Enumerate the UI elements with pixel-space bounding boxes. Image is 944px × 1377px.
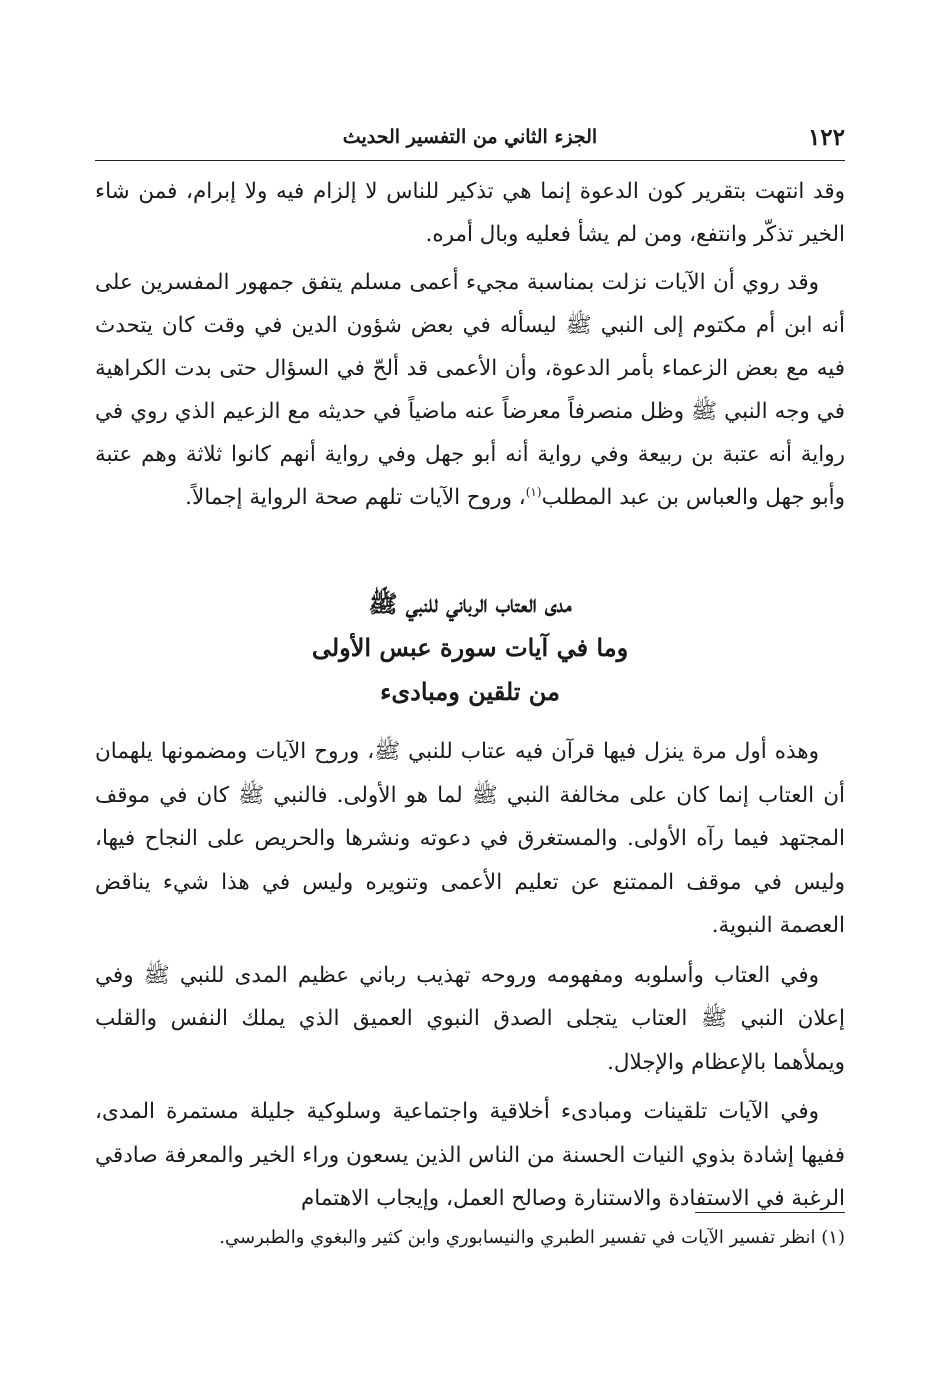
section-heading <box>95 582 845 714</box>
section-heading-line-3: من تلقين ومبادىء <box>380 677 560 706</box>
footnote-reference[interactable]: (١) <box>525 484 542 499</box>
section-heading-line-2: وما في آيات سورة عبس الأولى <box>311 633 629 662</box>
footnote <box>95 1222 845 1254</box>
page-number: ١٢٢ <box>807 124 845 151</box>
running-title: الجزء الثاني من التفسير الحديث <box>342 126 598 148</box>
running-header <box>95 116 845 161</box>
body-text-bottom <box>95 730 845 1227</box>
footnote-divider <box>695 1212 845 1213</box>
footnote-number: (١) <box>821 1227 845 1248</box>
footnote-text: انظر تفسير الآيات في تفسير الطبري والنيسابوري وابن كثير والبغوي والطبرسي. <box>219 1227 816 1248</box>
section-heading-line-1: مدى العتاب الرباني للنبي ﷺ <box>368 589 572 618</box>
paragraph-1: وقد انتهت بتقرير كون الدعوة إنما هي تذكير للناس لا إلزام فيه ولا إبرام، فمن شاء الخير تذكّر وانتفع، ومن لم يشأ فعليه وبال أمره. <box>95 179 845 247</box>
paragraph-2 <box>95 261 845 519</box>
paragraph-3: وهذه أول مرة ينزل فيها قرآن فيه عتاب للنبي ﷺ، وروح الآيات ومضمونها يلهمان أن العتاب إنما كان على مخالفة النبي ﷺ لما هو الأولى. فالنبي ﷺ كان في موقف المجتهد فيما رآه الأولى. والمستغرق في دعوته ونشرها والحريص على النجاح فيها، وليس في موقف الممتنع عن تعليم الأعمى وتنويره وليس في هذا شيء يناقض العصمة النبوية. <box>95 739 845 938</box>
paragraph-2-text: وقد روي أن الآيات نزلت بمناسبة مجيء أعمى مسلم يتفق جمهور المفسرين على أنه ابن أم مكتوم إلى النبي ﷺ ليسأله في بعض شؤون الدين في وقت كان يتحدث فيه مع بعض الزعماء بأمر الدعوة، وأن الأعمى قد ألحّ في السؤال حتى بدت الكراهية في وجه النبي ﷺ وظل منصرفاً معرضاً عنه ماضياً في حديثه مع الزعيم الذي روي في رواية أنه عتبة بن ربيعة وفي رواية أنه أبو جهل وفي رواية أنهم كانوا ثلاثة وهم عتبة وأبو جهل والعباس بن عبد المطلب <box>95 270 845 510</box>
paragraph-4: وفي العتاب وأسلوبه ومفهومه وروحه تهذيب رباني عظيم المدى للنبي ﷺ وفي إعلان النبي ﷺ العتاب يتجلى الصدق النبوي العميق الذي يملك النفس والقلب ويملأهما بالإعظام والإجلال. <box>95 962 845 1075</box>
paragraph-2-tail: ، وروح الآيات تلهم صحة الرواية إجمالاً. <box>185 485 526 510</box>
paragraph-5: وفي الآيات تلقينات ومبادىء أخلاقية واجتماعية وسلوكية جليلة مستمرة المدى، ففيها إشادة بذوي النيات الحسنة من الناس الذين يسعون وراء الخير والمعرفة صادقي الرغبة في الاستفادة والاستنارة وصالح العمل، وإيجاب الاهتمام <box>95 1099 845 1211</box>
body-text-top <box>95 170 845 524</box>
